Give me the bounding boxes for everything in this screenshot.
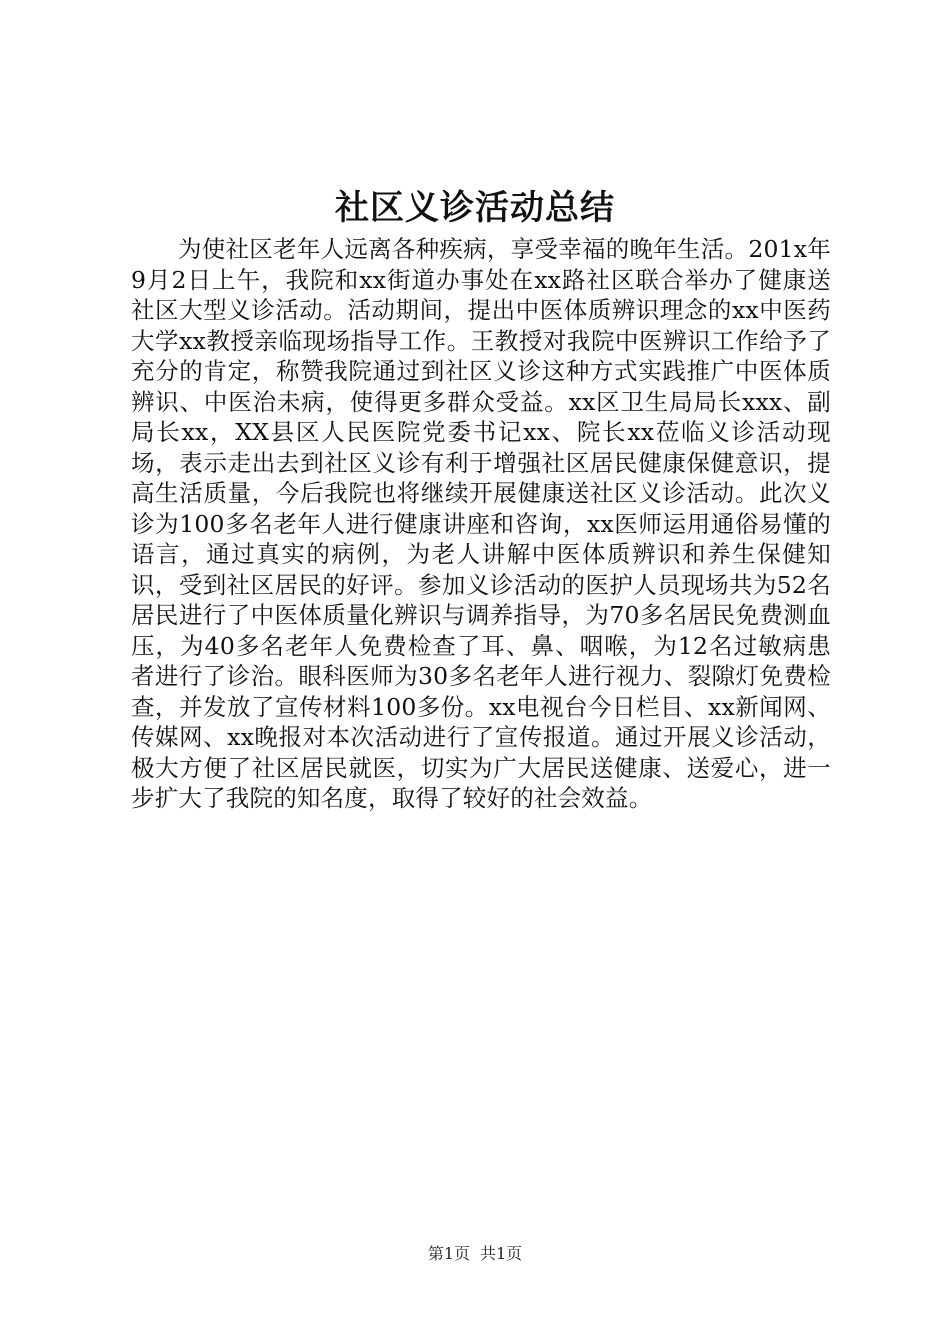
document-body-paragraph: 为使社区老年人远离各种疾病，享受幸福的晚年生活。201x年9月2日上午，我院和xx街道办事处在xx路社区联合举办了健康送社区大型义诊活动。活动期间，提出中医体质辨识理念的xx中医药大学xx教授亲临现场指导工作。王教授对我院中医辨识工作给予了充分的肯定，称赞我院通过到社区义诊这种方式实践推广中医体质辨识、中医治未病，使得更多群众受益。xx区卫生局局长xxx、副局长xx，XX县区人民医院党委书记xx、院长xx莅临义诊活动现场，表示走出去到社区义诊有利于增强社区居民健康保健意识，提高生活质量，今后我院也将继续开展健康送社区义诊活动。此次义诊为100多名老年人进行健康讲座和咨询，xx医师运用通俗易懂的语言，通过真实的病例，为老人讲解中医体质辨识和养生保健知识，受到社区居民的好评。参加义诊活动的医护人员现场共为52名居民进行了中医体质量化辨识与调养指导，为70多名居民免费测血压，为40多名老年人免费检查了耳、鼻、咽喉，为12名过敏病患者进行了诊治。眼科医师为30多名老年人进行视力、裂隙灯免费检查，并发放了宣传材料100多份。xx电视台今日栏目、xx新闻网、传媒网、xx晚报对本次活动进行了宣传报道。通过开展义诊活动，极大方便了社区居民就医，切实为广大居民送健康、送爱心，进一步扩大了我院的知名度，取得了较好的社会效益。 bbox=[131, 235, 831, 812]
page-total: 共1页 bbox=[480, 1244, 523, 1263]
page-number: 第1页 bbox=[427, 1244, 470, 1263]
page-footer bbox=[0, 1242, 950, 1266]
document-title: 社区义诊活动总结 bbox=[335, 188, 615, 228]
